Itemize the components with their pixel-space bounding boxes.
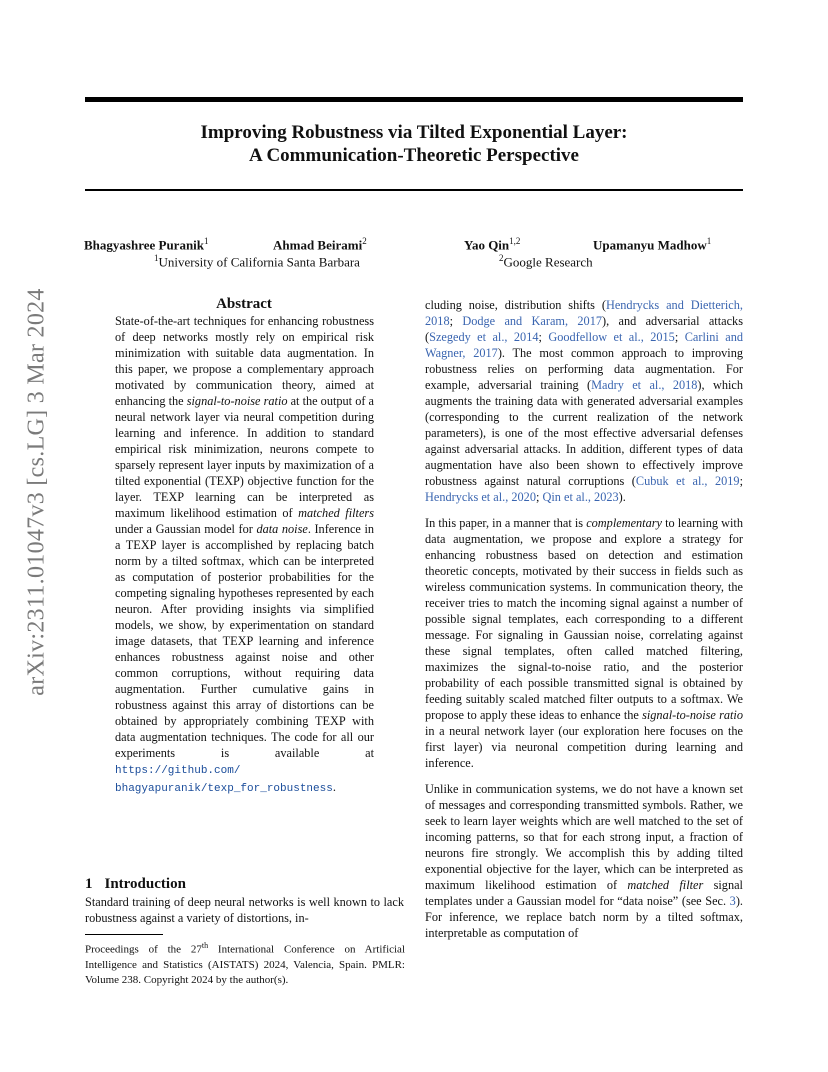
footnote-rule — [85, 934, 163, 935]
abstract-text: . — [332, 780, 336, 794]
text: ). The most common approach to improving robustness relies on performing data augmentation. For example, adversarial training ( — [425, 346, 743, 392]
citation-link[interactable]: Madry et al., 2018 — [591, 378, 698, 392]
affiliation-2 — [499, 250, 593, 270]
paragraph — [425, 515, 743, 771]
text: in a neural network layer (our exploration here focuses on the first layer) via neuronal competition during learning and inference. — [425, 724, 743, 770]
paper-title — [85, 121, 743, 167]
footnote-sup: th — [201, 941, 209, 950]
footnote — [85, 938, 405, 988]
right-column — [425, 297, 743, 951]
text: ). For inference, we replace batch norm by a tilted softmax, interpretable as computation of — [425, 894, 743, 940]
affiliation-1 — [154, 250, 360, 270]
author-name: Ahmad Beirami — [273, 237, 363, 253]
abstract-text: under a Gaussian model for — [115, 522, 257, 536]
author-name: Yao Qin — [464, 237, 510, 253]
text: signal templates under a Gaussian model for “data noise” (see Sec. — [425, 878, 743, 908]
emphasis: matched filter — [627, 878, 704, 892]
code-link-line-2[interactable]: bhagyapuranik/texp_for_robustness — [115, 783, 333, 795]
abstract-emphasis: signal-to-noise ratio — [186, 394, 288, 408]
text: ), and adversarial attacks ( — [425, 314, 743, 344]
arxiv-sidebar — [22, 288, 52, 696]
abstract-body — [115, 313, 374, 797]
abstract-text: . Inference in a TEXP layer is accomplished by replacing batch norm by a tilted softmax, which can be interpreted as computation of posterior probabilities for the competing signaling hypotheses represented by each neuron. After providing insights via simplified models, we show, by experimentation on standard image datasets, that TEXP learning and inference enhances robustness against noise and other common corruptions, without requiring data augmentation. Further cumulative gains in robustness against this array of distortions can be obtained by appropriately combining TEXP with data augmentation techniques. The code for all our experiments is available at — [115, 522, 375, 760]
text: ; — [739, 474, 743, 488]
title-rule-top — [85, 97, 743, 102]
emphasis: signal-to-noise ratio — [642, 708, 744, 722]
emphasis: complementary — [586, 516, 662, 530]
introduction-body: Standard training of deep neural networks is well known to lack robustness against a variety of distortions, in- — [85, 895, 404, 925]
text: ; — [674, 330, 685, 344]
citation-link[interactable]: Hendrycks and Dietterich, 2018 — [425, 298, 743, 328]
citation-link[interactable]: Goodfellow et al., 2015 — [548, 330, 675, 344]
abstract-emphasis: data noise — [256, 522, 308, 536]
author-4 — [593, 233, 711, 253]
title-line-1: Improving Robustness via Tilted Exponential Layer: — [200, 122, 628, 143]
citation-link[interactable]: Hendrycks et al., 2020 — [425, 490, 536, 504]
author-sup: 1,2 — [509, 236, 521, 246]
affiliation-sup: 2 — [499, 253, 504, 263]
citation-link[interactable]: Szegedy et al., 2014 — [429, 330, 539, 344]
paragraph — [425, 781, 743, 941]
author-sup: 1 — [706, 236, 712, 246]
text: ; — [535, 490, 543, 504]
text: In this paper, in a manner that is — [425, 516, 587, 530]
text: ). — [618, 490, 626, 504]
section-number: 1 — [85, 876, 93, 892]
citation-link[interactable]: Carlini and Wagner, 2017 — [425, 330, 744, 360]
affiliation-name: Google Research — [503, 254, 593, 270]
arxiv-identifier: arXiv:2311.01047v3 [cs.LG] 3 Mar 2024 — [23, 288, 50, 696]
paragraph — [425, 297, 743, 505]
affiliation-sup: 1 — [154, 253, 159, 263]
citation-link[interactable]: Dodge and Karam, 2017 — [462, 314, 602, 328]
text: ; — [449, 314, 463, 328]
footnote-text: International Conference on Artificial Intelligence and Statistics (AISTATS) 2024, Valencia, Spain. PMLR: Volume 238. Copyright 2024 by the author(s). — [85, 943, 405, 986]
abstract-text: at the output of a neural network layer via neural competition during learning and inference. In addition to standard empirical risk minimization, neurons compete to sparsely represent layer inputs by maximization of a tilted exponential (TEXP) objective function for the layer. TEXP learning can be interpreted as maximum likelihood estimation of — [115, 394, 374, 520]
abstract-emphasis: matched filters — [298, 506, 374, 520]
code-link-line-1[interactable]: https://github.com/ — [115, 765, 241, 777]
section-reference-link[interactable]: 3 — [729, 894, 736, 908]
text: to learning with data augmentation, we propose and explore a strategy for enhancing robustness based on detection and estimation theoretic concepts, motivated by their success in fields such as wireless communication systems. In communication theory, the receiver tries to match the incoming signal against a number of possible signal templates, each corresponding to a different message. For signaling in Gaussian noise, correlating against these signal templates, often called matched filtering, maximizes the signal-to-noise ratio, and the posterior probability of each possible transmitted signal is obtained by feeding suitably scaled matched filter outputs to a softmax. We propose to apply these ideas to enhance the — [425, 516, 743, 722]
citation-link[interactable]: Cubuk et al., 2019 — [635, 474, 740, 488]
footnote-text: Proceedings of the 27 — [85, 943, 202, 956]
author-name: Upamanyu Madhow — [593, 237, 707, 253]
author-sup: 1 — [204, 236, 209, 246]
title-line-2: A Communication-Theoretic Perspective — [249, 145, 579, 166]
section-title: Introduction — [104, 876, 186, 892]
title-rule-bottom — [85, 189, 743, 191]
abstract-heading: Abstract — [216, 296, 272, 312]
text: ; — [538, 330, 549, 344]
author-name: Bhagyashree Puranik — [84, 237, 205, 253]
affiliation-name: University of California Santa Barbara — [158, 254, 360, 270]
text: Unlike in communication systems, we do not have a known set of messages and corresponding transmitted symbols. Rather, we seek to learn layer weights which are well matched to the set of incoming patterns, so that for each strong input, a fraction of neurons fire strongly. We accomplish this by adding tilted exponential objective for the layer, which can be interpreted as maximum likelihood estimation of — [425, 782, 743, 892]
abstract-text: State-of-the-art techniques for enhancing robustness of deep networks mostly rely on empirical risk minimization with suitable data augmentation. In this paper, we propose a complementary approach motivated by communication theory, aimed at enhancing the — [115, 314, 374, 408]
text: ), which augments the training data with generated adversarial examples (corresponding to the current realization of the network parameters), is one of the most effective adversarial defenses against adversarial attacks. In addition, different types of data augmentation have also been shown to effectively improve robustness against natural corruptions ( — [425, 378, 743, 488]
author-sup: 2 — [362, 236, 367, 246]
text: cluding noise, distribution shifts ( — [425, 298, 606, 312]
citation-link[interactable]: Qin et al., 2023 — [542, 490, 619, 504]
section-heading-introduction — [85, 876, 186, 893]
